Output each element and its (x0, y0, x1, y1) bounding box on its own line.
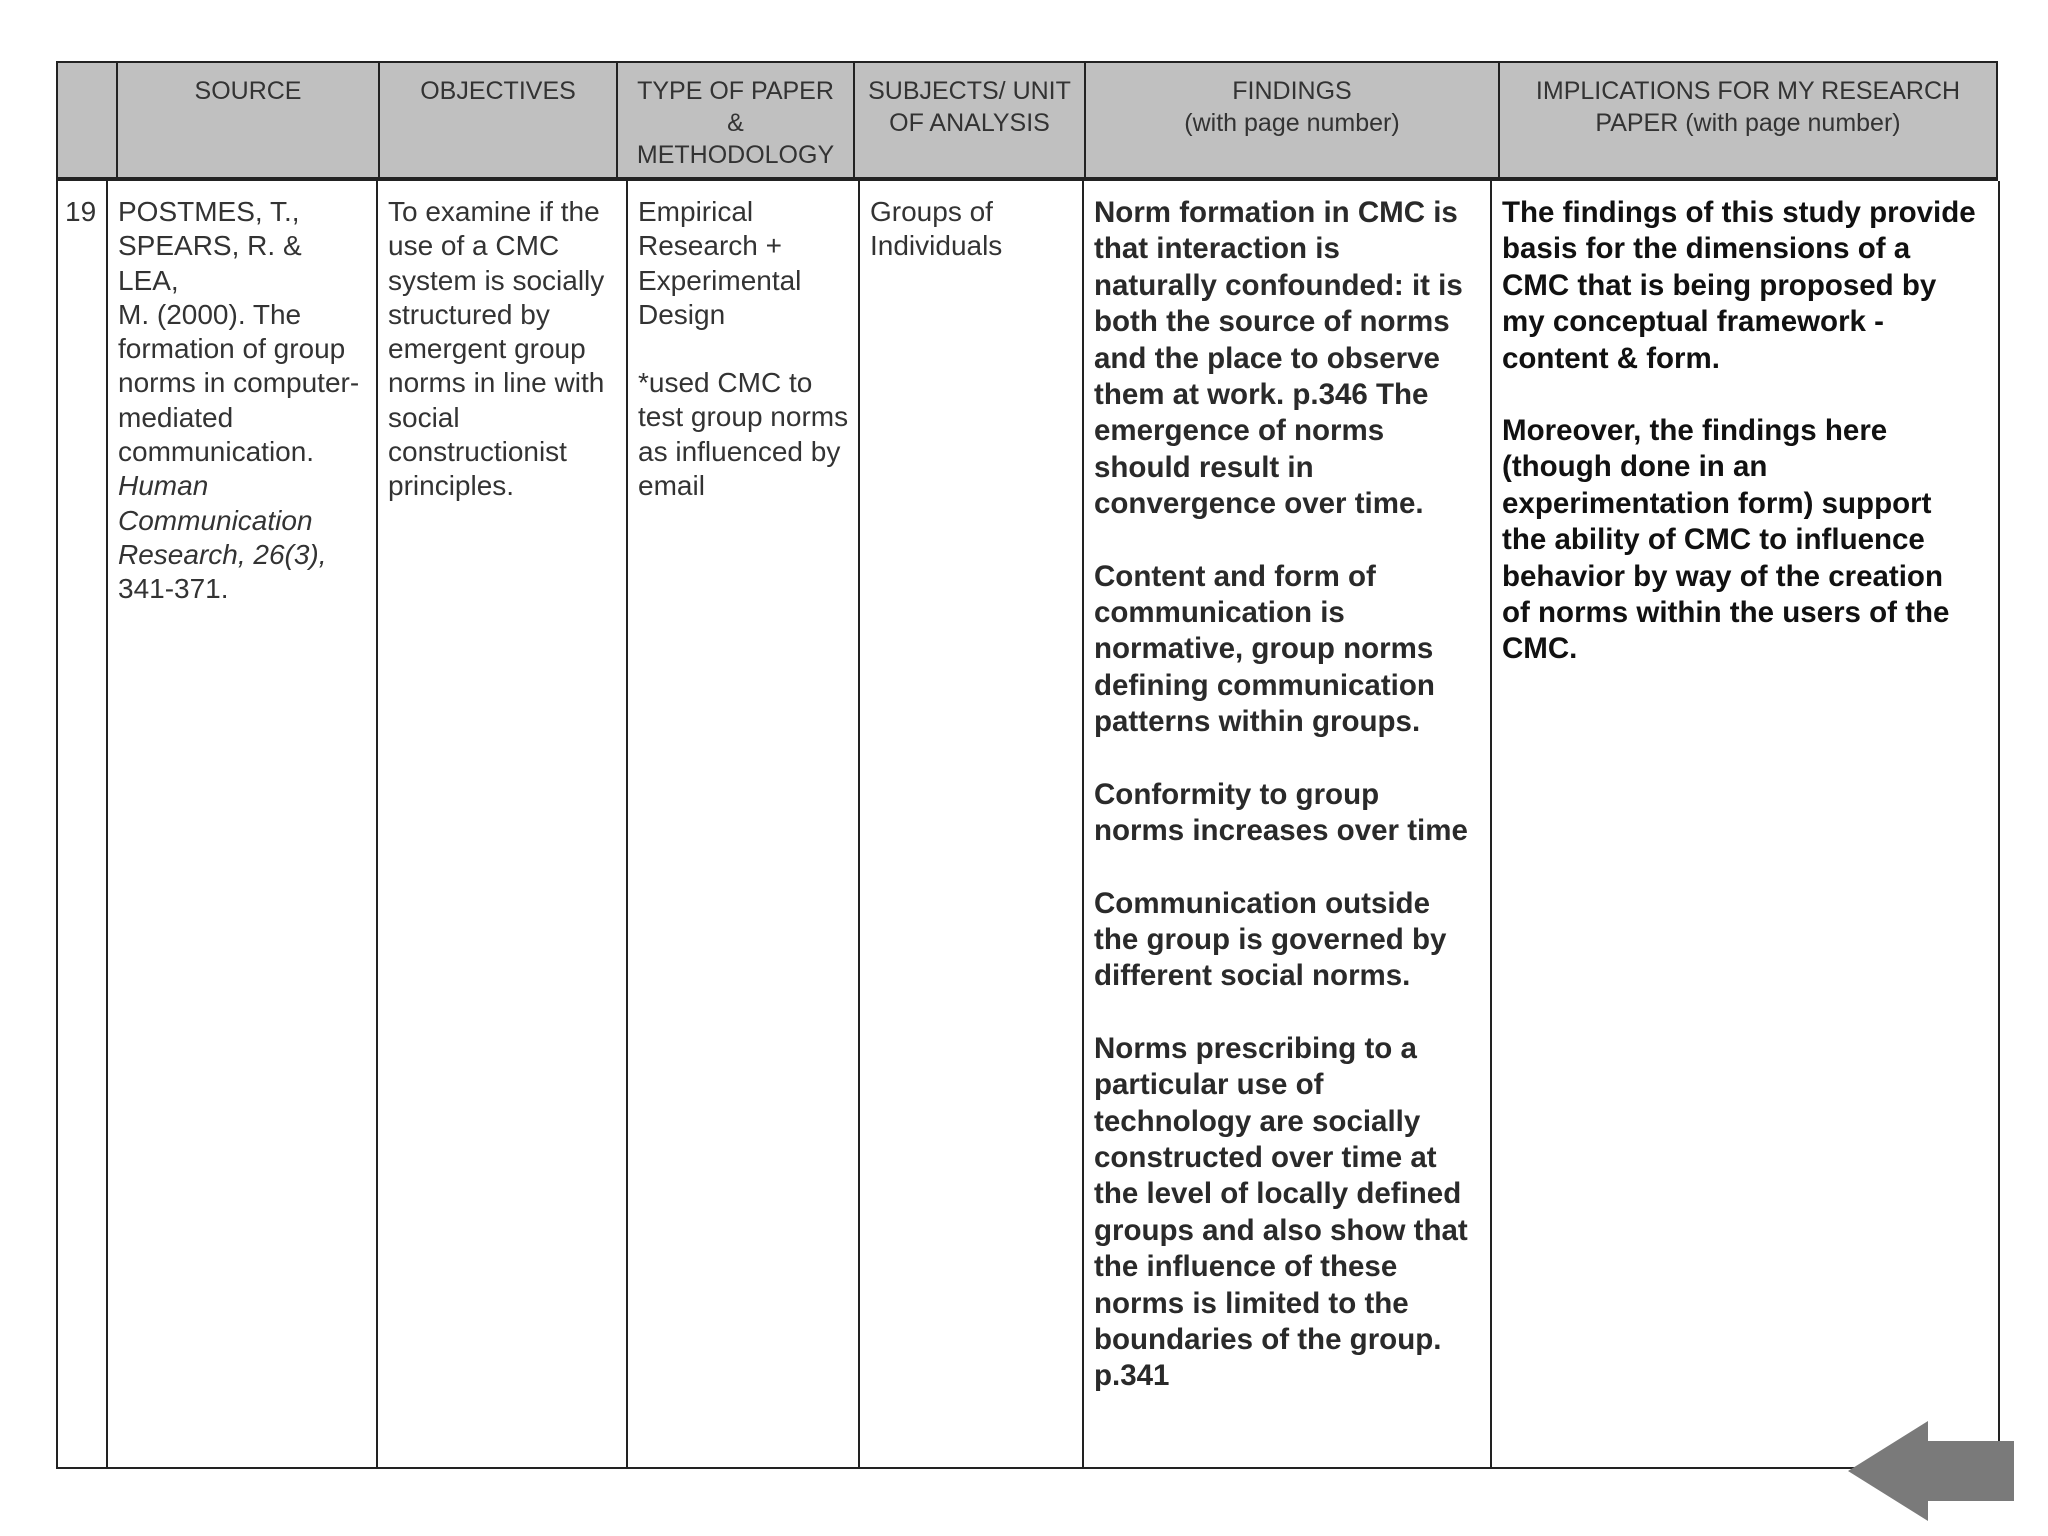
objectives-text: To examine if the use of a CMC system is socially structured by emergent group norms in line with social constructionist principles. (388, 196, 605, 502)
source-pages: 341-371. (118, 573, 229, 605)
row-number-value: 19 (65, 196, 97, 227)
header-implications: IMPLICATIONS FOR MY RESEARCH PAPER (with page number) (1535, 77, 1961, 137)
findings-cell (1084, 181, 1492, 1467)
finding-paragraph: Conformity to group norms increases over time (1094, 777, 1468, 848)
left-arrow-icon[interactable] (1848, 1421, 2014, 1521)
table-row (56, 181, 2000, 1469)
header-number (58, 63, 118, 177)
type-cell (628, 181, 860, 1467)
type-text-2: *used CMC to test group norms as influenced by email (638, 367, 849, 502)
finding-paragraph: Content and form of communication is normative, group norms defining communication patterns within groups. (1094, 559, 1435, 739)
source-citation: POSTMES, T., SPEARS, R. & LEA, M. (2000). The formation of group norms in computer- mediated communication. (118, 196, 360, 468)
subjects-cell (860, 181, 1084, 1467)
finding-paragraph: Communication outside the group is governed by different social norms. (1094, 886, 1447, 993)
objectives-cell (378, 181, 628, 1467)
header-objectives: OBJECTIVES (380, 63, 618, 177)
implication-paragraph: The findings of this study provide basis for the dimensions of a CMC that is being proposed by my conceptual framework - content & form. (1502, 196, 1976, 375)
row-number (58, 181, 108, 1467)
source-journal: Human Communication Research, 26(3), (118, 470, 327, 570)
header-source: SOURCE (118, 63, 380, 177)
finding-paragraph: Norm formation in CMC is that interaction is naturally confounded: it is both the source of norms and the place to observe them at work. p.346 The emergence of norms should result in convergence over time. (1094, 196, 1463, 521)
implication-paragraph: Moreover, the findings here (though done in an experimentation form) support the ability of CMC to influence behavior by way of the creation of norms within the users of the CMC. (1502, 414, 1950, 666)
header-subjects: SUBJECTS/ UNIT OF ANALYSIS (855, 63, 1086, 177)
header-type-of-paper: TYPE OF PAPER & METHODOLOGY (618, 63, 855, 177)
source-cell (108, 181, 378, 1467)
table-header (56, 61, 1998, 181)
subjects-text: Groups of Individuals (870, 196, 1003, 262)
finding-paragraph: Norms prescribing to a particular use of technology are socially constructed over time at the level of locally defined groups and also show that the influence of these norms is limited to the boundaries of the group. p.341 (1094, 1031, 1468, 1393)
implications-cell (1492, 181, 1998, 1467)
header-findings: FINDINGS (with page number) (1086, 63, 1500, 177)
type-text-1: Empirical Research + Experimental Design (638, 196, 802, 330)
left-arrow-shape (1848, 1421, 2014, 1521)
